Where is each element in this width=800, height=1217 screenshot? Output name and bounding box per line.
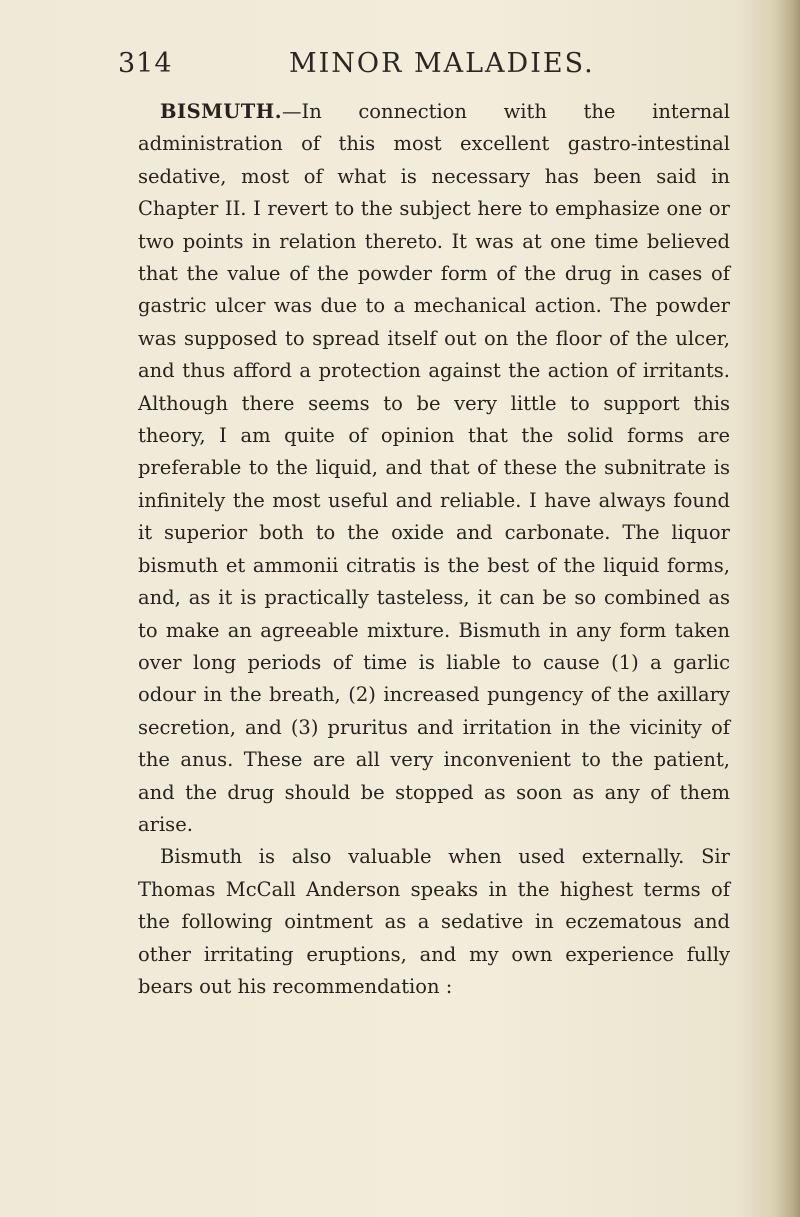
paragraph-text: —In connection with the internal administration of this most excellent gastro-intestinal sedative, most of what is necessary has been said in Chapter II. I revert to the subject here to emphasize one or two points in relation thereto. It was at one time believed that the value of the powder form of the drug in cases of gastric ulcer was due to a mechanical action. The powder was supposed to spread itself out on the floor of the ulcer, and thus afford a protection against the action of irritants. Although there seems to be very little to support this theory, I am quite of opinion that the solid forms are preferable to the liquid, and that of these the subnitrate is infinitely the most useful and reliable. I have always found it superior both to the oxide and carbonate. The liquor bismuth et ammonii citratis is the best of the liquid forms, and, as it is practically tasteless, it can be so combined as to make an agreeable mixture. Bismuth in any form taken over long periods of time is liable to cause (1) a garlic odour in the breath, (2) increased pungency of the axillary secretion, and (3) pruritus and irritation in the vicinity of the anus. These are all very inconvenient to the patient, and the drug should be stopped as soon as any of them arise. xyxy=(138,100,730,836)
paragraph-text: Bismuth is also valuable when used externally. Sir Thomas McCall Anderson speaks in the highest terms of the following ointment as a sedative in eczematous and other irritating eruptions, and my own experience fully bears out his recommendation : xyxy=(138,845,730,998)
body-text xyxy=(138,96,730,1003)
page-number: 314 xyxy=(118,48,173,79)
page-header xyxy=(0,48,800,88)
paragraph-bismuth xyxy=(138,96,730,841)
section-heading: BISMUTH. xyxy=(160,100,282,123)
running-head: MINOR MALADIES. xyxy=(289,48,595,79)
paragraph-external-use xyxy=(138,841,730,1003)
page-edge-shadow xyxy=(774,0,800,1217)
